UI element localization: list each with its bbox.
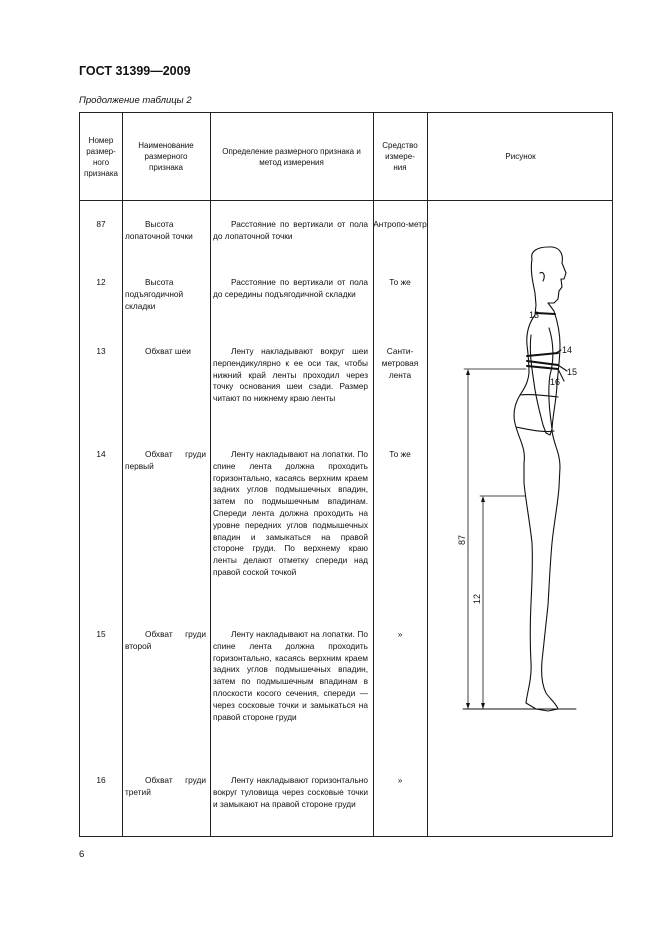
figure-head-outline bbox=[532, 247, 566, 303]
arrow-87-bottom bbox=[466, 703, 470, 709]
row-definition: Ленту накладывают вокруг шеи перпендикулярно к ее оси так, чтобы нижний край ленты проходил через точку основания шеи сзади. Размер читают по нижнему краю ленты bbox=[213, 346, 368, 404]
figure-back-outline bbox=[514, 315, 535, 703]
row-definition: Расстояние по вертикали от пола до лопаточной точки bbox=[213, 219, 368, 241]
body-measurement-figure bbox=[428, 201, 613, 837]
row-tool: » bbox=[397, 629, 403, 639]
row-definition: Расстояние по вертикали от пола до середины подъягодичной складки bbox=[213, 277, 368, 299]
row-number: 16 bbox=[96, 775, 106, 785]
row-definition: Ленту накладывают горизонтально вокруг туловища через сосковые точки и замыкают на правой стороне груди bbox=[213, 775, 368, 809]
figure-label-13: 13 bbox=[529, 310, 540, 320]
arrow-12-bottom bbox=[481, 703, 485, 709]
page-number: 6 bbox=[79, 849, 85, 860]
figure-label-87: 87 bbox=[457, 534, 467, 545]
row-name: Обхват груди первый bbox=[125, 449, 206, 471]
row-tool: Санти-метровая лента bbox=[381, 346, 419, 380]
figure-arm-back bbox=[530, 335, 546, 433]
row-definition: Ленту накладывают на лопатки. По спине лента должна проходить горизонтально, касаясь верхним краем задних углов подмышечных впадин, затем по подмышечным впадинам в плоскости косого сечения, спереди — через сосковые точки и замыкаться на правой стороне груди bbox=[213, 629, 368, 722]
row-number: 15 bbox=[96, 629, 106, 639]
arrow-12-top bbox=[481, 496, 485, 502]
figure-head-back bbox=[531, 259, 536, 315]
row-name: Высота лопаточной точки bbox=[125, 219, 193, 241]
table-continuation-caption: Продолжение таблицы 2 bbox=[79, 95, 192, 106]
row-name: Высота подъягодичной складки bbox=[125, 277, 184, 311]
row-tool: То же bbox=[389, 277, 411, 287]
measurement-table bbox=[79, 112, 613, 837]
figure-label-16: 16 bbox=[550, 377, 561, 387]
row-number: 13 bbox=[96, 346, 106, 356]
row-tool: Антропо-метр bbox=[373, 219, 427, 229]
row-number: 87 bbox=[96, 219, 106, 229]
figure-label-12: 12 bbox=[472, 593, 482, 604]
header-figure: Рисунок bbox=[505, 152, 536, 161]
figure-ear bbox=[540, 272, 544, 281]
figure-label-15: 15 bbox=[567, 367, 578, 377]
row-tool: То же bbox=[389, 449, 411, 459]
header-number: Номер размер- ного признака bbox=[84, 135, 118, 178]
arrow-87-top bbox=[466, 369, 470, 375]
document-title: ГОСТ 31399—2009 bbox=[79, 64, 191, 78]
row-number: 12 bbox=[96, 277, 106, 287]
row-tool: » bbox=[397, 775, 403, 785]
row-name: Обхват груди третий bbox=[125, 775, 206, 797]
figure-leader-15 bbox=[558, 365, 567, 371]
header-tool: Средство измере- ния bbox=[382, 141, 418, 172]
row-number: 14 bbox=[96, 449, 106, 459]
figure-label-14: 14 bbox=[562, 345, 573, 355]
row-definition: Ленту накладывают на лопатки. По спине лента должна проходить горизонтально, касаясь верхним краем задних углов подмышечных впадин, затем по подмышечным впадинам. Спереди лента должна проходить на уровне передних углов подмышечных впадин и замыкаться на правой стороне груди. По верхнему краю ленты делают отметку спереди над правой соской точкой bbox=[213, 449, 368, 577]
header-definition: Определение размерного признака и метод измерения bbox=[222, 146, 361, 167]
row-name: Обхват груди второй bbox=[125, 629, 206, 651]
header-name: Наименование размерного признака bbox=[138, 141, 194, 172]
row-name: Обхват шеи bbox=[145, 346, 191, 356]
